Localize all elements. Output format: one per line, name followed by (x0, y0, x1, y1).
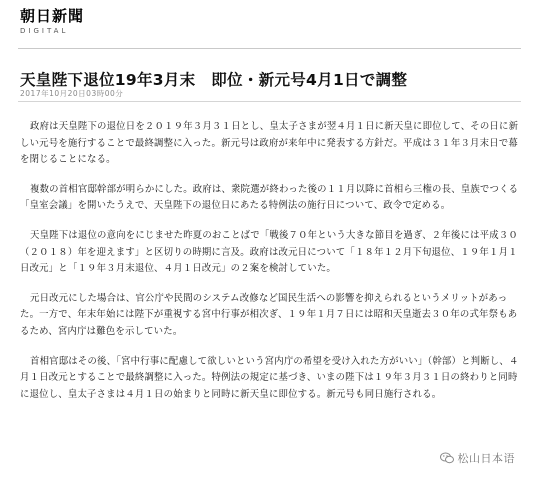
article-headline: 天皇陛下退位19年3月末 即位・新元号4月1日で調整 (20, 71, 408, 90)
masthead-divider (18, 48, 521, 49)
article-paragraph: 元日改元にした場合は、官公庁や民間のシステム改修など国民生活への影響を抑えられるというメリットがあった。一方で、年末年始には陛下が重視する宮中行事が相次ぎ、１９年１月７日には昭和天皇逝去３０年の式年祭もあるため、宮内庁は難色を示していた。 (20, 292, 518, 337)
article-paragraph: 政府は天皇陛下の退位日を２０１９年３月３１日とし、皇太子さまが翌４月１日に新天皇に即位して、その日に新しい元号を施行することで最終調整に入った。新元号は政府が来年中に発表する方針だ。平成は３１年３月末日で幕を閉じることになる。 (20, 121, 519, 166)
article-paragraph: 天皇陛下は退位の意向をにじませた昨夏のおことばで「戦後７０年という大きな節目を過ぎ、２年後には平成３０（２０１８）年を迎えます」と区切りの時期に言及。政府は改元日について「１８年１２月下旬退位、１９年１月１日改元」と「１９年３月末退位、４月１日改元」の２案を検討していた。 (20, 229, 518, 275)
newspaper-logo[interactable]: 朝日新聞 (20, 7, 85, 25)
article-paragraph: 首相官邸はその後、「宮中行事に配慮して欲しいという宮内庁の希望を受け入れた方がいい」（幹部）と判断し、４月１日改元とすることで最終調整に入った。特例法の規定に基づき、いまの陛下は１９年３月３１日の終わりと同時に退位し、皇太子さまは４月１日の始まりと同時に新天皇に即位する。新元号も同日施行される。 (20, 355, 519, 400)
newspaper-logo-subtitle: DIGITAL (20, 27, 69, 35)
watermark-text: 松山日本语 (457, 452, 515, 465)
headline-divider (18, 101, 521, 102)
masthead (20, 8, 84, 36)
article-body (20, 119, 525, 416)
wechat-icon (440, 452, 454, 464)
article-paragraph: 複数の首相官邸幹部が明らかにした。政府は、衆院選が終わった後の１１月以降に首相ら三権の長、皇族でつくる「皇室会議」を開いたうえで、天皇陛下の退位日にあたる特例法の施行日について、政令で定める。 (20, 183, 519, 212)
watermark (436, 448, 520, 468)
article-dateline: 2017年10月20日03時00分 (20, 89, 124, 98)
